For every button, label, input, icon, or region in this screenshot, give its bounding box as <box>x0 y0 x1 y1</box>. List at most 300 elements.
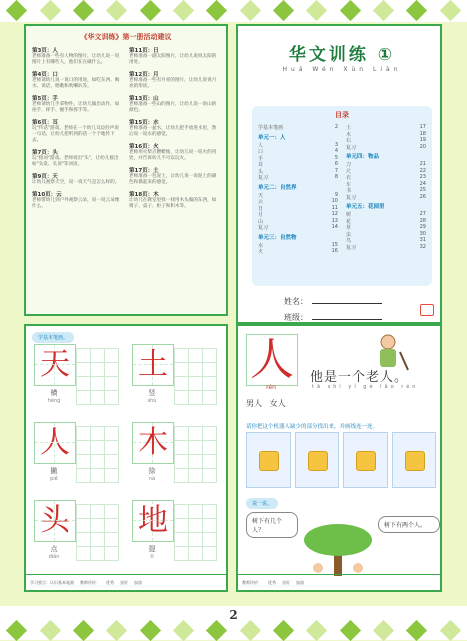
tracing-square[interactable] <box>202 504 217 519</box>
tree-illustration-icon <box>298 522 378 578</box>
lesson-words <box>246 398 286 409</box>
tracing-square[interactable] <box>202 390 217 405</box>
toc-column-left <box>258 124 338 255</box>
toc-entry-page: 17 <box>419 124 426 130</box>
tracing-square[interactable] <box>174 440 189 455</box>
tracing-square[interactable] <box>188 440 203 455</box>
toc-entry-page: 5 <box>334 154 338 161</box>
tracing-square[interactable] <box>76 532 91 547</box>
toc-entry-label: 人 <box>258 142 264 149</box>
toc-entry-page: 10 <box>331 198 338 204</box>
diamond-ornament-icon <box>39 0 60 21</box>
toc-entry-label: 水 <box>258 242 264 249</box>
diamond-ornament-icon <box>73 0 94 21</box>
robot-icon <box>308 451 328 471</box>
tracing-square[interactable] <box>104 532 119 547</box>
activity-title: 第16页：火 <box>129 144 159 150</box>
name-label: 姓名： <box>284 297 308 306</box>
activity-title: 第15页：水 <box>129 120 159 126</box>
diamond-ornament-icon <box>239 0 260 21</box>
toc-entry-page: 12 <box>331 211 338 217</box>
activity-item <box>129 70 220 90</box>
toc-entry-page: 21 <box>419 161 426 167</box>
tracing-square[interactable] <box>104 362 119 377</box>
class-label: 班级： <box>284 313 308 322</box>
tracing-square[interactable] <box>90 546 105 561</box>
stroke-name <box>132 544 172 560</box>
stroke-name <box>132 466 172 482</box>
activity-title: 第5页：手 <box>32 96 58 102</box>
diamond-ornament-icon <box>6 620 27 641</box>
corner-tag-icon <box>420 304 434 316</box>
tracing-square[interactable] <box>202 376 217 391</box>
tracing-grid[interactable] <box>76 426 118 482</box>
tracing-square[interactable] <box>90 376 105 391</box>
tracing-square[interactable] <box>76 454 91 469</box>
speech-bubble-right: 树下有两个人。 <box>378 516 440 533</box>
stroke-name <box>34 466 74 482</box>
left-eval-label: 教师评价： <box>80 579 100 585</box>
tracing-square[interactable] <box>188 454 203 469</box>
toc-entry[interactable] <box>346 244 426 251</box>
diamond-ornament-icon <box>106 620 127 641</box>
activities-title: 《华文训练》第一册活动建议 <box>80 33 172 41</box>
toc-entry-page: 22 <box>419 167 426 174</box>
tracing-square[interactable] <box>104 348 119 363</box>
stroke-cell <box>130 422 218 484</box>
toc-unit-heading: 单元三：自然物 <box>258 234 297 241</box>
activity-item <box>129 142 220 162</box>
speech-bubble-left: 树下有几个人？ <box>246 512 298 538</box>
stroke-name-pinyin: diǎn <box>48 554 60 560</box>
robot-instruction: 请你把这个机器人缺少的部分找出来，并画线连一连。 <box>246 424 379 430</box>
eval-option-keep-going[interactable]: 加油 <box>296 579 304 585</box>
diamond-ornament-icon <box>340 620 361 641</box>
toc-entry-page: 4 <box>334 148 338 154</box>
robot-piece[interactable] <box>246 432 291 488</box>
lesson-char-pinyin: rén <box>266 384 276 391</box>
diamond-ornament-icon <box>373 0 394 21</box>
eval-option-good[interactable]: 良好 <box>120 579 128 585</box>
toc-entry-page: 30 <box>419 230 426 237</box>
activity-item <box>32 70 123 90</box>
toc-entry-page: 31 <box>419 237 426 243</box>
toc-unit-heading: 单元二：自然界 <box>258 184 297 191</box>
tracing-square[interactable] <box>174 348 189 363</box>
tracing-square[interactable] <box>76 546 91 561</box>
tracing-square[interactable] <box>188 546 203 561</box>
toc-entry-label: 头 <box>258 168 264 175</box>
toc-entry-label: 复习 <box>346 244 357 251</box>
class-blank[interactable] <box>312 319 382 320</box>
tracing-grid[interactable] <box>174 348 216 404</box>
toc-entry-label: 耳 <box>258 162 264 168</box>
example-char-box <box>34 344 76 386</box>
toc-entry-page: 14 <box>331 224 338 230</box>
diamond-ornament-icon <box>273 0 294 21</box>
tracing-square[interactable] <box>90 504 105 519</box>
toc-title: 目录 <box>335 111 349 119</box>
robot-piece[interactable] <box>343 432 388 488</box>
tracing-square[interactable] <box>174 426 189 441</box>
tracing-square[interactable] <box>202 426 217 441</box>
tracing-square[interactable] <box>90 440 105 455</box>
stroke-name-pinyin: héng <box>47 398 61 404</box>
activity-body: 老师准备一些有人物的图片，让幼儿说一说图片上有哪些人，他们在在做什么。 <box>32 54 120 65</box>
class-field[interactable] <box>284 312 382 323</box>
activity-item <box>129 118 220 138</box>
toc-entry-label: 复习 <box>346 194 357 201</box>
tracing-square[interactable] <box>174 376 189 391</box>
stroke-cell <box>32 422 120 484</box>
tracing-square[interactable] <box>104 546 119 561</box>
tracing-square[interactable] <box>76 426 91 441</box>
robot-piece[interactable] <box>295 432 340 488</box>
lesson-sentence: 他是一个老人。 <box>310 370 409 385</box>
diamond-ornament-icon <box>406 620 427 641</box>
toc-entry-label: 鸟 <box>346 238 352 244</box>
stroke-name <box>34 388 74 404</box>
diamond-ornament-icon <box>6 0 27 21</box>
left-footer-note: 学习要点：认识基本笔画 <box>30 579 74 585</box>
right-footer <box>238 574 440 590</box>
robot-icon <box>405 451 425 471</box>
eval-option-good[interactable]: 良好 <box>282 579 290 585</box>
stroke-cell <box>32 500 120 562</box>
toc-entry-label: 口 <box>258 149 264 155</box>
activity-title: 第13页：山 <box>129 96 159 102</box>
eval-option-excellent[interactable]: 优秀 <box>106 579 114 585</box>
toc-entry-label: 草 <box>346 225 352 231</box>
toc-entry-label: 虫 <box>346 231 352 238</box>
tracing-square[interactable] <box>202 546 217 561</box>
activity-item <box>32 190 123 210</box>
toc-entry-page: 20 <box>419 143 426 150</box>
left-footer <box>26 574 226 590</box>
tracing-square[interactable] <box>90 426 105 441</box>
tracing-square[interactable] <box>104 440 119 455</box>
tracing-square[interactable] <box>202 532 217 547</box>
activity-body: 老师请幼儿说一说口的用途，如吃东西、喝水、说话、唱歌和吹喇叭等。 <box>32 78 120 89</box>
activity-title: 第11页：日 <box>129 48 159 54</box>
tracing-square[interactable] <box>104 454 119 469</box>
tracing-square[interactable] <box>188 518 203 533</box>
strokes-header: 学基本笔画。 <box>32 332 74 343</box>
diamond-ornament-icon <box>440 620 461 641</box>
toc-entry-page: 11 <box>331 204 338 211</box>
robot-icon <box>259 451 279 471</box>
activity-body: 老师准备一些山的图片，让幼儿说一说山的颜色。 <box>129 102 217 113</box>
toc-entry[interactable] <box>346 194 426 201</box>
toc-entry[interactable] <box>346 144 426 151</box>
toc-entry[interactable] <box>258 224 338 231</box>
diamond-ornament-icon <box>440 0 461 21</box>
activity-body: 让幼儿观察天空，说一说天气是怎么样的。 <box>32 180 120 185</box>
diamond-ornament-icon <box>239 620 260 641</box>
tracing-square[interactable] <box>76 440 91 455</box>
activity-body: 老师准备一包泥土，让幼儿说一说泥土的颜色和摸起来的感觉。 <box>129 174 217 185</box>
tracing-square[interactable] <box>202 468 217 483</box>
toc-unit-heading: 单元五：花园里 <box>346 204 385 210</box>
page-number: 2 <box>229 608 238 622</box>
stroke-name-text: 竖 <box>148 389 156 397</box>
toc-entry-label: 尺 <box>346 168 352 175</box>
diamond-ornament-icon <box>173 620 194 641</box>
tracing-square[interactable] <box>188 390 203 405</box>
toc-entry-label: 学基本笔画 <box>258 125 284 131</box>
toc-unit-heading: 单元四：物品 <box>346 154 380 160</box>
toc-entry-page: 19 <box>419 137 426 143</box>
activity-body: 让幼儿在教室里找一找用木头做的东西，如椅子、桌子、柜子和积木等。 <box>129 198 217 209</box>
tracing-square[interactable] <box>76 504 91 519</box>
activity-body: 玩"接词"游戏。老师说出"头"，让幼儿接出如"头发、头顶"等词语。 <box>32 156 119 167</box>
lesson-char: 人 <box>250 334 294 385</box>
tracing-square[interactable] <box>90 518 105 533</box>
activity-item <box>32 148 123 168</box>
activity-suggestions-panel <box>24 24 228 316</box>
toc-entry-page: 26 <box>419 193 426 200</box>
tracing-grid[interactable] <box>174 504 216 560</box>
example-char-box <box>34 422 76 464</box>
tracing-square[interactable] <box>90 362 105 377</box>
toc-entry-label: 复习 <box>346 144 357 151</box>
activity-title: 第17页：土 <box>129 168 159 174</box>
stroke-name-pinyin: piě <box>50 476 58 482</box>
tracing-square[interactable] <box>174 546 189 561</box>
tracing-square[interactable] <box>90 390 105 405</box>
toc-entry-label: 手 <box>258 155 264 162</box>
stroke-name-text: 撇 <box>50 467 58 475</box>
diamond-ornament-icon <box>206 620 227 641</box>
tracing-square[interactable] <box>104 376 119 391</box>
activity-body: 玩"传话"游戏。老师在一个幼儿耳边轻声说一句话，让幼儿把听到的话一个个地传下去。 <box>32 126 119 143</box>
example-char-box <box>132 344 174 386</box>
stroke-name-text: 捺 <box>148 467 156 475</box>
diamond-ornament-icon <box>206 0 227 21</box>
stroke-name-text: 提 <box>148 545 156 553</box>
tracing-square[interactable] <box>76 348 91 363</box>
lesson-panel <box>236 324 442 592</box>
diamond-ornament-icon <box>340 0 361 21</box>
toc-entry-label: 刀 <box>346 162 352 168</box>
toc-entry-page: 13 <box>331 217 338 224</box>
toc-entry-page: 16 <box>331 248 338 254</box>
diamond-ornament-icon <box>73 620 94 641</box>
toc-entry-label: 石 <box>346 138 352 144</box>
diamond-ornament-icon <box>373 620 394 641</box>
basic-strokes-panel <box>24 324 228 592</box>
tracing-square[interactable] <box>104 518 119 533</box>
diamond-ornament-icon <box>173 0 194 21</box>
toc-entry-label: 复习 <box>258 225 269 231</box>
bottom-diamond-border <box>0 620 467 640</box>
tracing-square[interactable] <box>202 518 217 533</box>
toc-entry-page: 9 <box>334 191 338 198</box>
toc-entry-label: 树 <box>346 212 352 218</box>
example-char: 地 <box>138 503 168 538</box>
right-eval-label: 教师评价： <box>242 579 262 585</box>
activity-item <box>32 94 123 114</box>
eval-option-excellent[interactable]: 优秀 <box>268 579 276 585</box>
word-woman: 女人 <box>269 399 286 408</box>
activity-title: 第6页：耳 <box>32 120 58 126</box>
name-field[interactable] <box>284 296 382 307</box>
tracing-square[interactable] <box>104 468 119 483</box>
tracing-square[interactable] <box>174 468 189 483</box>
robot-icon <box>356 451 376 471</box>
activity-body: 老师带幼儿到户外观察云朵，说一说云朵像什么。 <box>32 198 120 209</box>
cover-panel <box>236 24 442 324</box>
toc-entry-page: 6 <box>334 161 338 167</box>
toc-entry-page: 18 <box>419 130 426 137</box>
cover-title: 华文训练 ① <box>288 45 396 65</box>
activity-title: 第4页：口 <box>32 72 58 78</box>
toc-entry-label: 土 <box>346 125 352 131</box>
toc-entry-label: 云 <box>258 199 264 205</box>
tracing-square[interactable] <box>188 532 203 547</box>
toc-entry-page: 2 <box>334 124 338 130</box>
stroke-name-pinyin: nà <box>148 476 156 482</box>
toc-entry[interactable] <box>258 174 338 181</box>
example-char: 头 <box>40 503 70 538</box>
stroke-name-text: 点 <box>50 545 58 553</box>
tracing-square[interactable] <box>174 390 189 405</box>
tracing-square[interactable] <box>90 468 105 483</box>
stroke-name <box>132 388 172 404</box>
stroke-name-pinyin: tí <box>150 554 154 560</box>
activity-title: 第9页：天 <box>32 174 58 180</box>
tracing-square[interactable] <box>90 348 105 363</box>
activities-columns <box>32 46 220 214</box>
toc-entry-label: 复习 <box>258 175 269 181</box>
toc-unit-heading: 单元一：人 <box>258 134 286 141</box>
lesson-char-box <box>246 334 298 386</box>
toc-entry-page: 25 <box>419 187 426 193</box>
toc-entry-label: 日 <box>258 205 264 212</box>
example-char: 土 <box>138 347 168 382</box>
diamond-ornament-icon <box>39 620 60 641</box>
example-char-box <box>132 422 174 464</box>
tracing-square[interactable] <box>188 376 203 391</box>
activity-body: 老师请幼儿手拿物件，让幼儿做出动作，如拍手、挥手、握手和挥手等。 <box>32 102 120 113</box>
cover-pinyin: Huá Wén Xùn Liàn <box>282 66 402 73</box>
diamond-ornament-icon <box>106 0 127 21</box>
tracing-square[interactable] <box>188 348 203 363</box>
name-blank[interactable] <box>312 303 382 304</box>
toc-entry-page: 3 <box>334 141 338 148</box>
activities-column-left <box>32 46 123 214</box>
toc-entry-page: 8 <box>334 174 338 180</box>
toc-entry-page: 23 <box>419 174 426 180</box>
toc-entry-page: 27 <box>419 211 426 217</box>
example-char: 人 <box>40 425 70 460</box>
toc-entry[interactable] <box>258 124 338 131</box>
tracing-square[interactable] <box>174 454 189 469</box>
toc-entry-page: 29 <box>419 224 426 230</box>
tracing-grid[interactable] <box>76 348 118 404</box>
lesson-sentence-pinyin: tā shì yí gè lǎo rén <box>312 384 419 390</box>
activity-body: 老师用火柴点燃蜡烛，让幼儿说一说火的用处，并告诉幼儿不可以玩火。 <box>129 150 217 161</box>
diamond-ornament-icon <box>139 620 160 641</box>
diamond-ornament-icon <box>306 0 327 21</box>
tracing-square[interactable] <box>174 518 189 533</box>
tracing-square[interactable] <box>76 376 91 391</box>
example-char-box <box>132 500 174 542</box>
toc-entry-page: 32 <box>419 243 426 250</box>
activity-title: 第12页：月 <box>129 72 159 78</box>
example-char: 木 <box>138 425 168 460</box>
activity-item <box>32 118 123 144</box>
diamond-ornament-icon <box>306 620 327 641</box>
tracing-square[interactable] <box>202 454 217 469</box>
tracing-square[interactable] <box>188 362 203 377</box>
activity-item <box>129 166 220 186</box>
tracing-square[interactable] <box>188 468 203 483</box>
tracing-square[interactable] <box>90 454 105 469</box>
activities-column-right <box>129 46 220 214</box>
tracing-square[interactable] <box>104 390 119 405</box>
activity-item <box>129 190 220 210</box>
toc-entry-page: 28 <box>419 217 426 224</box>
tracing-square[interactable] <box>202 348 217 363</box>
toc-entry[interactable] <box>258 248 338 255</box>
activity-item <box>129 94 220 114</box>
activity-title: 第3页：人 <box>32 48 58 54</box>
example-char: 天 <box>40 347 70 382</box>
tracing-square[interactable] <box>76 362 91 377</box>
eval-option-keep-going[interactable]: 加油 <box>134 579 142 585</box>
tracing-square[interactable] <box>188 504 203 519</box>
tracing-square[interactable] <box>76 518 91 533</box>
tracing-square[interactable] <box>104 504 119 519</box>
robot-piece[interactable] <box>392 432 437 488</box>
toc-entry-page: 7 <box>334 167 338 174</box>
tracing-square[interactable] <box>188 426 203 441</box>
toc-entry-label: 花 <box>346 218 352 225</box>
tracing-grid[interactable] <box>76 504 118 560</box>
tracing-square[interactable] <box>104 426 119 441</box>
word-man: 男人 <box>246 399 262 408</box>
stroke-name-pinyin: shù <box>147 398 157 404</box>
tracing-square[interactable] <box>76 390 91 405</box>
activity-body: 老师准备一些有月亮的图片，让幼儿说说月亮的形状。 <box>129 78 217 89</box>
toc-entry-label: 衣 <box>346 175 352 181</box>
tracing-square[interactable] <box>202 362 217 377</box>
tracing-square[interactable] <box>90 532 105 547</box>
diamond-ornament-icon <box>273 620 294 641</box>
speak-header: 说一说。 <box>246 498 278 509</box>
toc-entry-label: 火 <box>258 249 264 255</box>
tracing-square[interactable] <box>202 440 217 455</box>
tracing-grid[interactable] <box>174 426 216 482</box>
toc-entry-label: 月 <box>258 212 264 218</box>
tracing-square[interactable] <box>174 504 189 519</box>
toc-entry-label: 书 <box>346 188 352 194</box>
stroke-name <box>34 544 74 560</box>
toc-entry-label: 山 <box>258 218 264 225</box>
tracing-square[interactable] <box>76 468 91 483</box>
tracing-square[interactable] <box>174 362 189 377</box>
activity-title: 第7页：头 <box>32 150 58 156</box>
activity-item <box>129 46 220 66</box>
top-diamond-border <box>0 0 467 20</box>
stroke-cell <box>130 344 218 406</box>
diamond-ornament-icon <box>139 0 160 21</box>
stroke-cell <box>130 500 218 562</box>
toc-entry-label: 木 <box>346 131 352 138</box>
tracing-square[interactable] <box>174 532 189 547</box>
robot-puzzle-row <box>246 432 436 488</box>
